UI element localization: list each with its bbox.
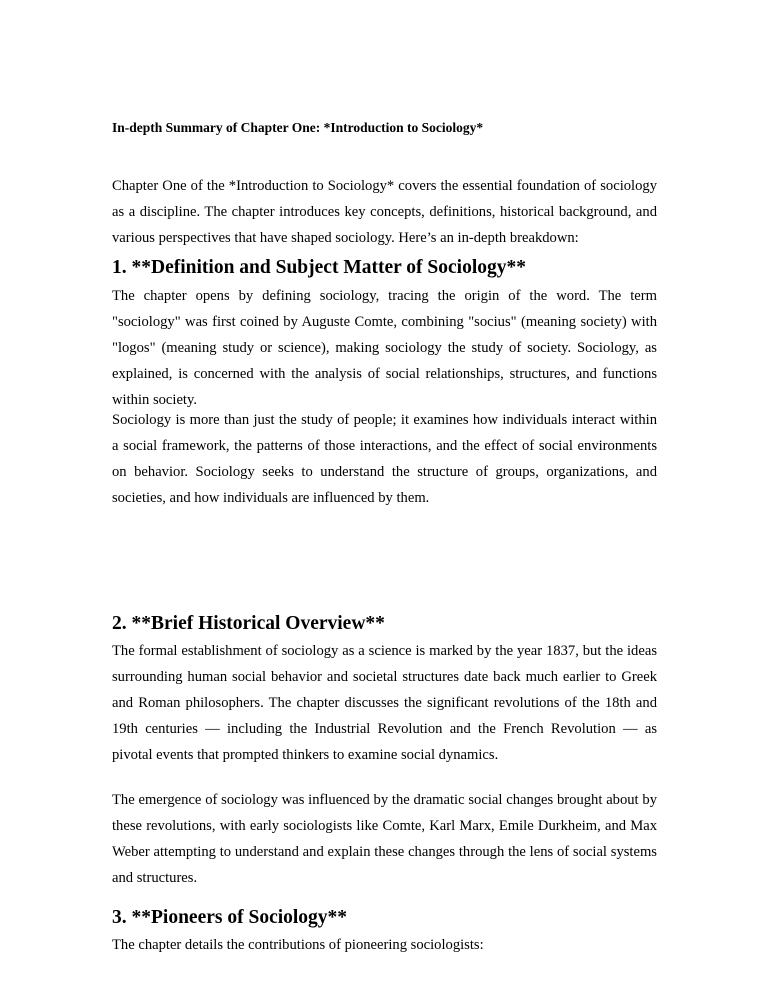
paragraph: The chapter details the contributions of pioneering sociologists:	[112, 937, 484, 953]
section-heading-definition: 1. **Definition and Subject Matter of Sociology**	[112, 257, 526, 278]
section-heading-pioneers: 3. **Pioneers of Sociology**	[112, 907, 348, 928]
paragraph: The formal establishment of sociology as a science is marked by the year 1837, but the ideas surrounding human social behavior and societal structures date back much earlier to Greek and Roman philosophers. The chapter discusses the significant revolutions of the 18th and 19th centuries — including the Industrial Revolution and the French Revolution — as pivotal events that prompted thinkers to examine social dynamics.	[112, 643, 657, 763]
document-title: In-depth Summary of Chapter One: *Introduction to Sociology*	[112, 120, 484, 135]
paragraph: The chapter opens by defining sociology, tracing the origin of the word. The term "sociology" was first coined by Auguste Comte, combining "socius" (meaning society) with "logos" (meaning study or science), making sociology the study of society. Sociology, as explained, is concerned with the analysis of social relationships, structures, and functions within society.	[112, 288, 657, 408]
paragraph: The emergence of sociology was influenced by the dramatic social changes brought about by these revolutions, with early sociologists like Comte, Karl Marx, Emile Durkheim, and Max Weber attempting to understand and explain these changes through the lens of social systems and structures.	[112, 792, 657, 886]
paragraph: Sociology is more than just the study of people; it examines how individuals interact within a social framework, the patterns of those interactions, and the effect of social environments on behavior. Sociology seeks to understand the structure of groups, organizations, and societies, and how individuals are influenced by them.	[112, 412, 657, 506]
intro-paragraph: Chapter One of the *Introduction to Sociology* covers the essential foundation of sociology as a discipline. The chapter introduces key concepts, definitions, historical background, and various perspectives that have shaped sociology. Here’s an in-depth breakdown:	[112, 178, 657, 246]
section-heading-history: 2. **Brief Historical Overview**	[112, 613, 385, 634]
